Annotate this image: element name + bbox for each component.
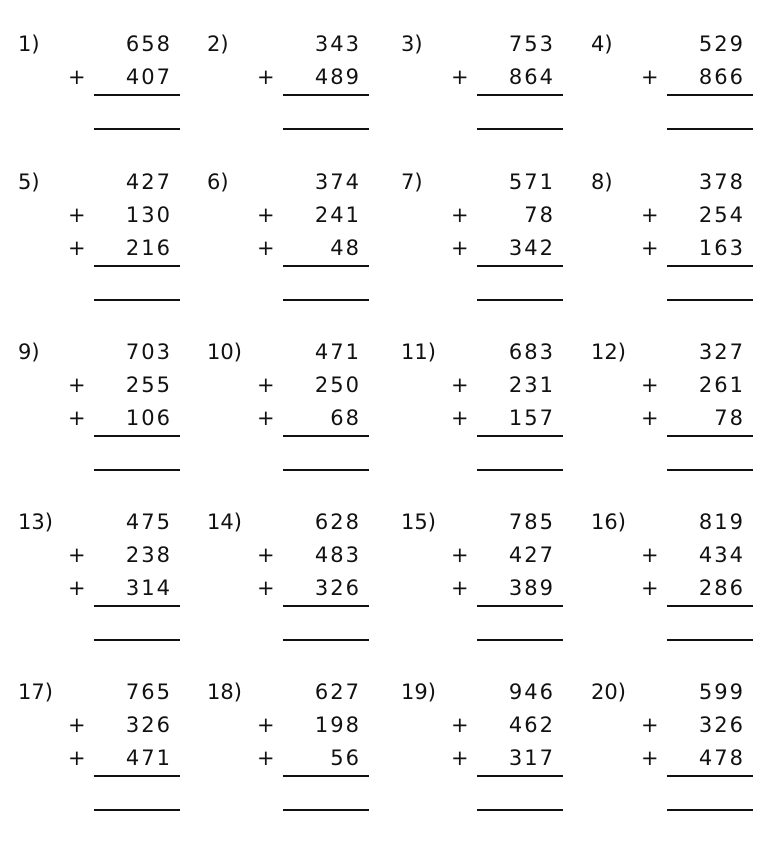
problem-number: 17) bbox=[18, 680, 53, 704]
problem-9 bbox=[0, 308, 192, 478]
addend-row bbox=[189, 199, 381, 231]
sum-line bbox=[477, 775, 563, 777]
addend-row bbox=[573, 28, 765, 60]
problem-number: 9) bbox=[18, 340, 40, 364]
addend-row bbox=[0, 61, 192, 93]
sum-line bbox=[667, 265, 753, 267]
answer-line bbox=[477, 809, 563, 811]
addend-row bbox=[0, 232, 192, 264]
addend-value: 198 bbox=[314, 713, 361, 737]
sum-line bbox=[94, 605, 180, 607]
addend-row bbox=[573, 232, 765, 264]
sum-line bbox=[667, 94, 753, 96]
addend-value: 241 bbox=[314, 203, 361, 227]
addend-value: 866 bbox=[698, 65, 745, 89]
answer-line bbox=[94, 809, 180, 811]
answer-line bbox=[667, 128, 753, 130]
addend-value: 475 bbox=[125, 510, 172, 534]
addend-value: 130 bbox=[125, 203, 172, 227]
plus-sign: + bbox=[257, 203, 275, 227]
answer-line bbox=[283, 809, 369, 811]
plus-sign: + bbox=[257, 713, 275, 737]
addend-value: 78 bbox=[524, 203, 555, 227]
addend-row bbox=[0, 369, 192, 401]
addend-row bbox=[0, 506, 192, 538]
addend-value: 703 bbox=[125, 340, 172, 364]
plus-sign: + bbox=[641, 65, 659, 89]
problem-number: 10) bbox=[207, 340, 242, 364]
sum-line bbox=[283, 775, 369, 777]
addend-value: 483 bbox=[314, 543, 361, 567]
sum-line bbox=[283, 605, 369, 607]
addend-row bbox=[573, 709, 765, 741]
addend-row bbox=[383, 742, 575, 774]
problem-number: 13) bbox=[18, 510, 53, 534]
addend-row bbox=[189, 539, 381, 571]
addend-value: 378 bbox=[698, 170, 745, 194]
problem-number: 8) bbox=[591, 170, 613, 194]
problem-7 bbox=[383, 138, 575, 308]
answer-line bbox=[477, 469, 563, 471]
addend-value: 785 bbox=[508, 510, 555, 534]
problem-18 bbox=[189, 648, 381, 818]
answer-line bbox=[283, 299, 369, 301]
problem-number: 14) bbox=[207, 510, 242, 534]
plus-sign: + bbox=[68, 236, 86, 260]
addend-value: 56 bbox=[330, 746, 361, 770]
addend-row bbox=[383, 166, 575, 198]
problem-16 bbox=[573, 478, 765, 648]
addend-row bbox=[189, 676, 381, 708]
answer-line bbox=[477, 299, 563, 301]
addend-value: 250 bbox=[314, 373, 361, 397]
problem-number: 16) bbox=[591, 510, 626, 534]
addend-row bbox=[189, 232, 381, 264]
problem-17 bbox=[0, 648, 192, 818]
problem-number: 12) bbox=[591, 340, 626, 364]
addend-row bbox=[383, 28, 575, 60]
addend-row bbox=[189, 572, 381, 604]
addend-value: 529 bbox=[698, 32, 745, 56]
problem-10 bbox=[189, 308, 381, 478]
addend-value: 78 bbox=[714, 406, 745, 430]
problem-6 bbox=[189, 138, 381, 308]
addend-value: 216 bbox=[125, 236, 172, 260]
sum-line bbox=[477, 265, 563, 267]
problem-number: 20) bbox=[591, 680, 626, 704]
answer-line bbox=[94, 299, 180, 301]
addend-row bbox=[383, 232, 575, 264]
plus-sign: + bbox=[257, 373, 275, 397]
addend-value: 427 bbox=[125, 170, 172, 194]
addend-value: 48 bbox=[330, 236, 361, 260]
addend-value: 864 bbox=[508, 65, 555, 89]
sum-line bbox=[94, 775, 180, 777]
addend-value: 261 bbox=[698, 373, 745, 397]
addend-row bbox=[0, 539, 192, 571]
addend-value: 326 bbox=[314, 576, 361, 600]
plus-sign: + bbox=[68, 203, 86, 227]
problem-number: 11) bbox=[401, 340, 436, 364]
sum-line bbox=[283, 94, 369, 96]
problem-number: 3) bbox=[401, 32, 423, 56]
sum-line bbox=[477, 435, 563, 437]
plus-sign: + bbox=[257, 406, 275, 430]
addend-value: 683 bbox=[508, 340, 555, 364]
addend-value: 489 bbox=[314, 65, 361, 89]
addend-value: 462 bbox=[508, 713, 555, 737]
addend-value: 765 bbox=[125, 680, 172, 704]
addend-value: 374 bbox=[314, 170, 361, 194]
plus-sign: + bbox=[68, 65, 86, 89]
addend-value: 627 bbox=[314, 680, 361, 704]
sum-line bbox=[477, 605, 563, 607]
addend-value: 471 bbox=[314, 340, 361, 364]
plus-sign: + bbox=[451, 236, 469, 260]
answer-line bbox=[477, 639, 563, 641]
plus-sign: + bbox=[641, 543, 659, 567]
plus-sign: + bbox=[451, 203, 469, 227]
addend-row bbox=[0, 166, 192, 198]
plus-sign: + bbox=[451, 406, 469, 430]
addend-row bbox=[383, 369, 575, 401]
addend-row bbox=[383, 539, 575, 571]
addend-value: 317 bbox=[508, 746, 555, 770]
addend-row bbox=[573, 402, 765, 434]
addend-row bbox=[0, 336, 192, 368]
problem-11 bbox=[383, 308, 575, 478]
addend-value: 434 bbox=[698, 543, 745, 567]
addend-row bbox=[573, 572, 765, 604]
problem-number: 19) bbox=[401, 680, 436, 704]
plus-sign: + bbox=[68, 373, 86, 397]
addend-value: 471 bbox=[125, 746, 172, 770]
addend-row bbox=[189, 402, 381, 434]
sum-line bbox=[283, 265, 369, 267]
problem-number: 1) bbox=[18, 32, 40, 56]
addend-row bbox=[0, 402, 192, 434]
addend-row bbox=[383, 676, 575, 708]
sum-line bbox=[283, 435, 369, 437]
sum-line bbox=[667, 605, 753, 607]
addend-row bbox=[573, 539, 765, 571]
addend-value: 163 bbox=[698, 236, 745, 260]
addend-value: 106 bbox=[125, 406, 172, 430]
plus-sign: + bbox=[68, 713, 86, 737]
plus-sign: + bbox=[257, 65, 275, 89]
addend-row bbox=[0, 676, 192, 708]
addend-row bbox=[0, 28, 192, 60]
addend-value: 478 bbox=[698, 746, 745, 770]
addend-value: 314 bbox=[125, 576, 172, 600]
plus-sign: + bbox=[451, 65, 469, 89]
addend-value: 599 bbox=[698, 680, 745, 704]
answer-line bbox=[94, 639, 180, 641]
addend-row bbox=[0, 572, 192, 604]
plus-sign: + bbox=[451, 746, 469, 770]
addend-row bbox=[189, 336, 381, 368]
addend-value: 819 bbox=[698, 510, 745, 534]
problem-19 bbox=[383, 648, 575, 818]
plus-sign: + bbox=[68, 576, 86, 600]
addend-value: 753 bbox=[508, 32, 555, 56]
plus-sign: + bbox=[451, 543, 469, 567]
answer-line bbox=[283, 639, 369, 641]
addend-value: 326 bbox=[125, 713, 172, 737]
sum-line bbox=[667, 435, 753, 437]
addend-row bbox=[189, 28, 381, 60]
problem-number: 5) bbox=[18, 170, 40, 194]
answer-line bbox=[667, 469, 753, 471]
plus-sign: + bbox=[641, 406, 659, 430]
addend-value: 427 bbox=[508, 543, 555, 567]
addend-row bbox=[573, 166, 765, 198]
plus-sign: + bbox=[68, 746, 86, 770]
addend-value: 255 bbox=[125, 373, 172, 397]
problem-number: 4) bbox=[591, 32, 613, 56]
addend-value: 327 bbox=[698, 340, 745, 364]
sum-line bbox=[477, 94, 563, 96]
addend-row bbox=[383, 61, 575, 93]
answer-line bbox=[667, 809, 753, 811]
problem-number: 6) bbox=[207, 170, 229, 194]
plus-sign: + bbox=[68, 406, 86, 430]
addend-value: 157 bbox=[508, 406, 555, 430]
problem-15 bbox=[383, 478, 575, 648]
problem-number: 7) bbox=[401, 170, 423, 194]
addend-row bbox=[189, 742, 381, 774]
problem-12 bbox=[573, 308, 765, 478]
addend-row bbox=[573, 742, 765, 774]
addend-value: 286 bbox=[698, 576, 745, 600]
addend-row bbox=[189, 166, 381, 198]
problem-5 bbox=[0, 138, 192, 308]
addend-value: 342 bbox=[508, 236, 555, 260]
addend-value: 946 bbox=[508, 680, 555, 704]
addend-row bbox=[189, 369, 381, 401]
addend-row bbox=[383, 572, 575, 604]
addend-value: 407 bbox=[125, 65, 172, 89]
addend-value: 628 bbox=[314, 510, 361, 534]
addend-row bbox=[189, 709, 381, 741]
problem-number: 2) bbox=[207, 32, 229, 56]
addend-row bbox=[189, 506, 381, 538]
answer-line bbox=[477, 128, 563, 130]
addend-row bbox=[383, 336, 575, 368]
addend-value: 571 bbox=[508, 170, 555, 194]
problem-number: 15) bbox=[401, 510, 436, 534]
sum-line bbox=[667, 775, 753, 777]
addend-row bbox=[189, 61, 381, 93]
addend-row bbox=[573, 676, 765, 708]
plus-sign: + bbox=[257, 746, 275, 770]
problem-8 bbox=[573, 138, 765, 308]
plus-sign: + bbox=[257, 236, 275, 260]
problem-number: 18) bbox=[207, 680, 242, 704]
plus-sign: + bbox=[257, 576, 275, 600]
addend-value: 389 bbox=[508, 576, 555, 600]
plus-sign: + bbox=[451, 713, 469, 737]
answer-line bbox=[667, 299, 753, 301]
addend-row bbox=[573, 336, 765, 368]
plus-sign: + bbox=[641, 203, 659, 227]
plus-sign: + bbox=[451, 576, 469, 600]
plus-sign: + bbox=[68, 543, 86, 567]
addend-row bbox=[383, 506, 575, 538]
answer-line bbox=[94, 469, 180, 471]
addend-value: 231 bbox=[508, 373, 555, 397]
answer-line bbox=[283, 128, 369, 130]
addend-row bbox=[0, 199, 192, 231]
plus-sign: + bbox=[257, 543, 275, 567]
addend-value: 326 bbox=[698, 713, 745, 737]
addend-row bbox=[383, 199, 575, 231]
addend-row bbox=[0, 742, 192, 774]
addend-value: 343 bbox=[314, 32, 361, 56]
answer-line bbox=[283, 469, 369, 471]
sum-line bbox=[94, 94, 180, 96]
answer-line bbox=[667, 639, 753, 641]
plus-sign: + bbox=[641, 746, 659, 770]
plus-sign: + bbox=[641, 576, 659, 600]
addend-row bbox=[573, 199, 765, 231]
problem-20 bbox=[573, 648, 765, 818]
plus-sign: + bbox=[641, 236, 659, 260]
addend-row bbox=[573, 61, 765, 93]
sum-line bbox=[94, 265, 180, 267]
addend-value: 254 bbox=[698, 203, 745, 227]
plus-sign: + bbox=[641, 713, 659, 737]
addend-value: 238 bbox=[125, 543, 172, 567]
problem-14 bbox=[189, 478, 381, 648]
problem-13 bbox=[0, 478, 192, 648]
sum-line bbox=[94, 435, 180, 437]
addend-row bbox=[383, 709, 575, 741]
plus-sign: + bbox=[451, 373, 469, 397]
plus-sign: + bbox=[641, 373, 659, 397]
answer-line bbox=[94, 128, 180, 130]
addend-row bbox=[573, 506, 765, 538]
addend-row bbox=[573, 369, 765, 401]
addend-value: 658 bbox=[125, 32, 172, 56]
addend-value: 68 bbox=[330, 406, 361, 430]
addend-row bbox=[383, 402, 575, 434]
addend-row bbox=[0, 709, 192, 741]
